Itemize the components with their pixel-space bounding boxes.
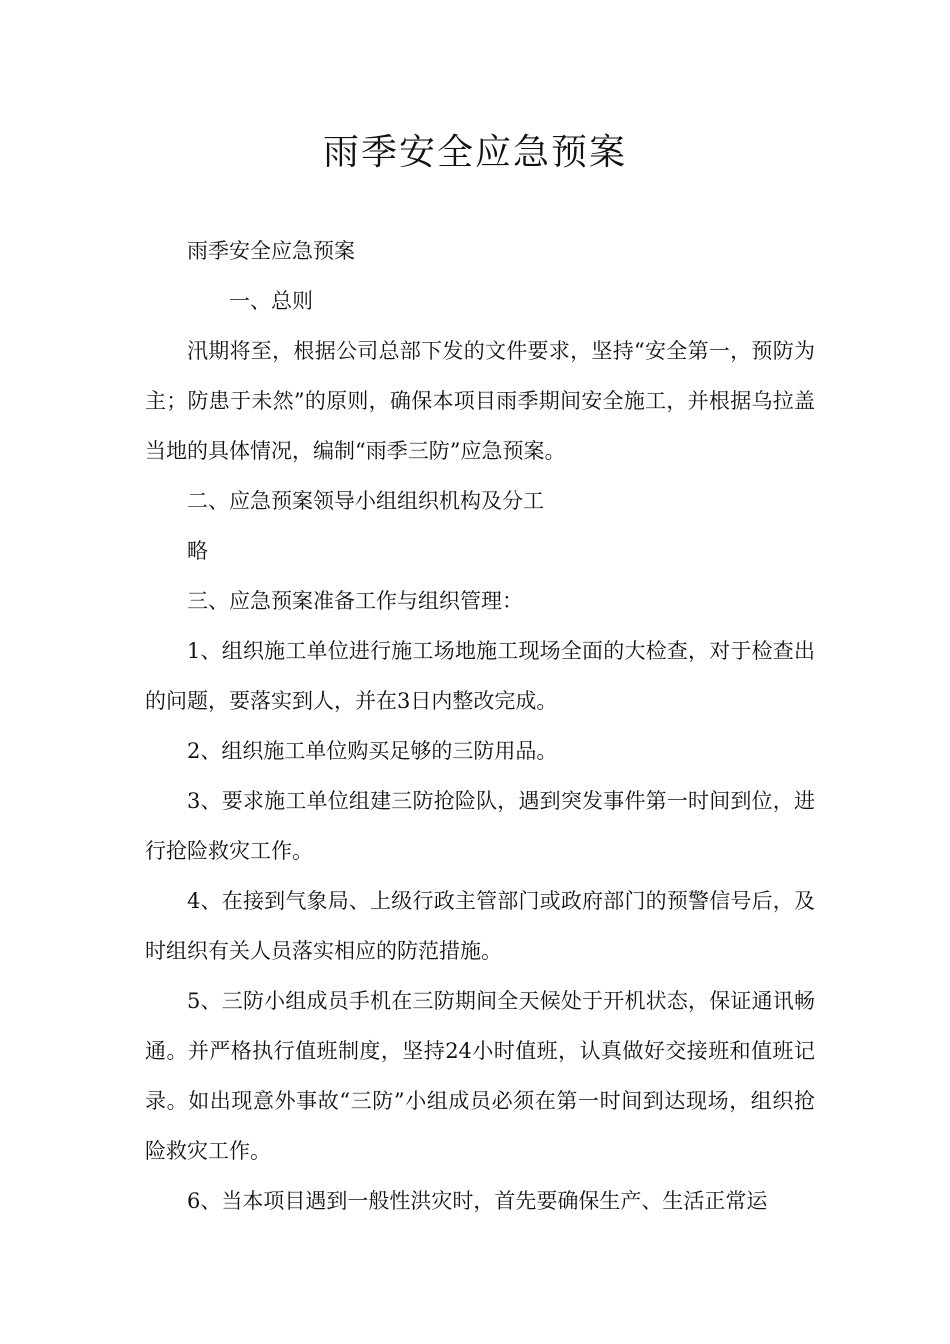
list-item-2: 2、组织施工单位购买足够的三防用品。: [187, 739, 558, 763]
section-heading-general: 一、总则: [229, 289, 313, 313]
paragraph-omitted: 略: [187, 539, 208, 563]
list-item-4: 4、在接到气象局、上级行政主管部门或政府部门的预警信号后，及时组织有关人员落实相应的防范措施。: [145, 889, 815, 963]
paragraph-general: 汛期将至，根据公司总部下发的文件要求，坚持“安全第一，预防为主；防患于未然”的原则，确保本项目雨季期间安全施工，并根据乌拉盖当地的具体情况，编制“雨季三防”应急预案。: [145, 339, 815, 463]
paragraph-subtitle: 雨季安全应急预案: [187, 239, 355, 263]
list-item-6: 6、当本项目遇到一般性洪灾时，首先要确保生产、生活正常运: [187, 1189, 768, 1213]
document-body: [145, 226, 815, 1226]
list-item-3: 3、要求施工单位组建三防抢险队，遇到突发事件第一时间到位，进行抢险救灾工作。: [145, 789, 815, 863]
document-title: 雨季安全应急预案: [322, 132, 627, 173]
section-heading-preparation: 三、应急预案准备工作与组织管理：: [187, 589, 523, 613]
list-item-5: 5、三防小组成员手机在三防期间全天候处于开机状态，保证通讯畅通。并严格执行值班制度，坚持24小时值班，认真做好交接班和值班记录。如出现意外事故“三防”小组成员必须在第一时间到达现场，组织抢险救灾工作。: [145, 989, 815, 1163]
list-item-1: 1、组织施工单位进行施工场地施工现场全面的大检查，对于检查出的问题，要落实到人，并在3日内整改完成。: [145, 639, 815, 713]
section-heading-organization: 二、应急预案领导小组组织机构及分工: [187, 489, 544, 513]
